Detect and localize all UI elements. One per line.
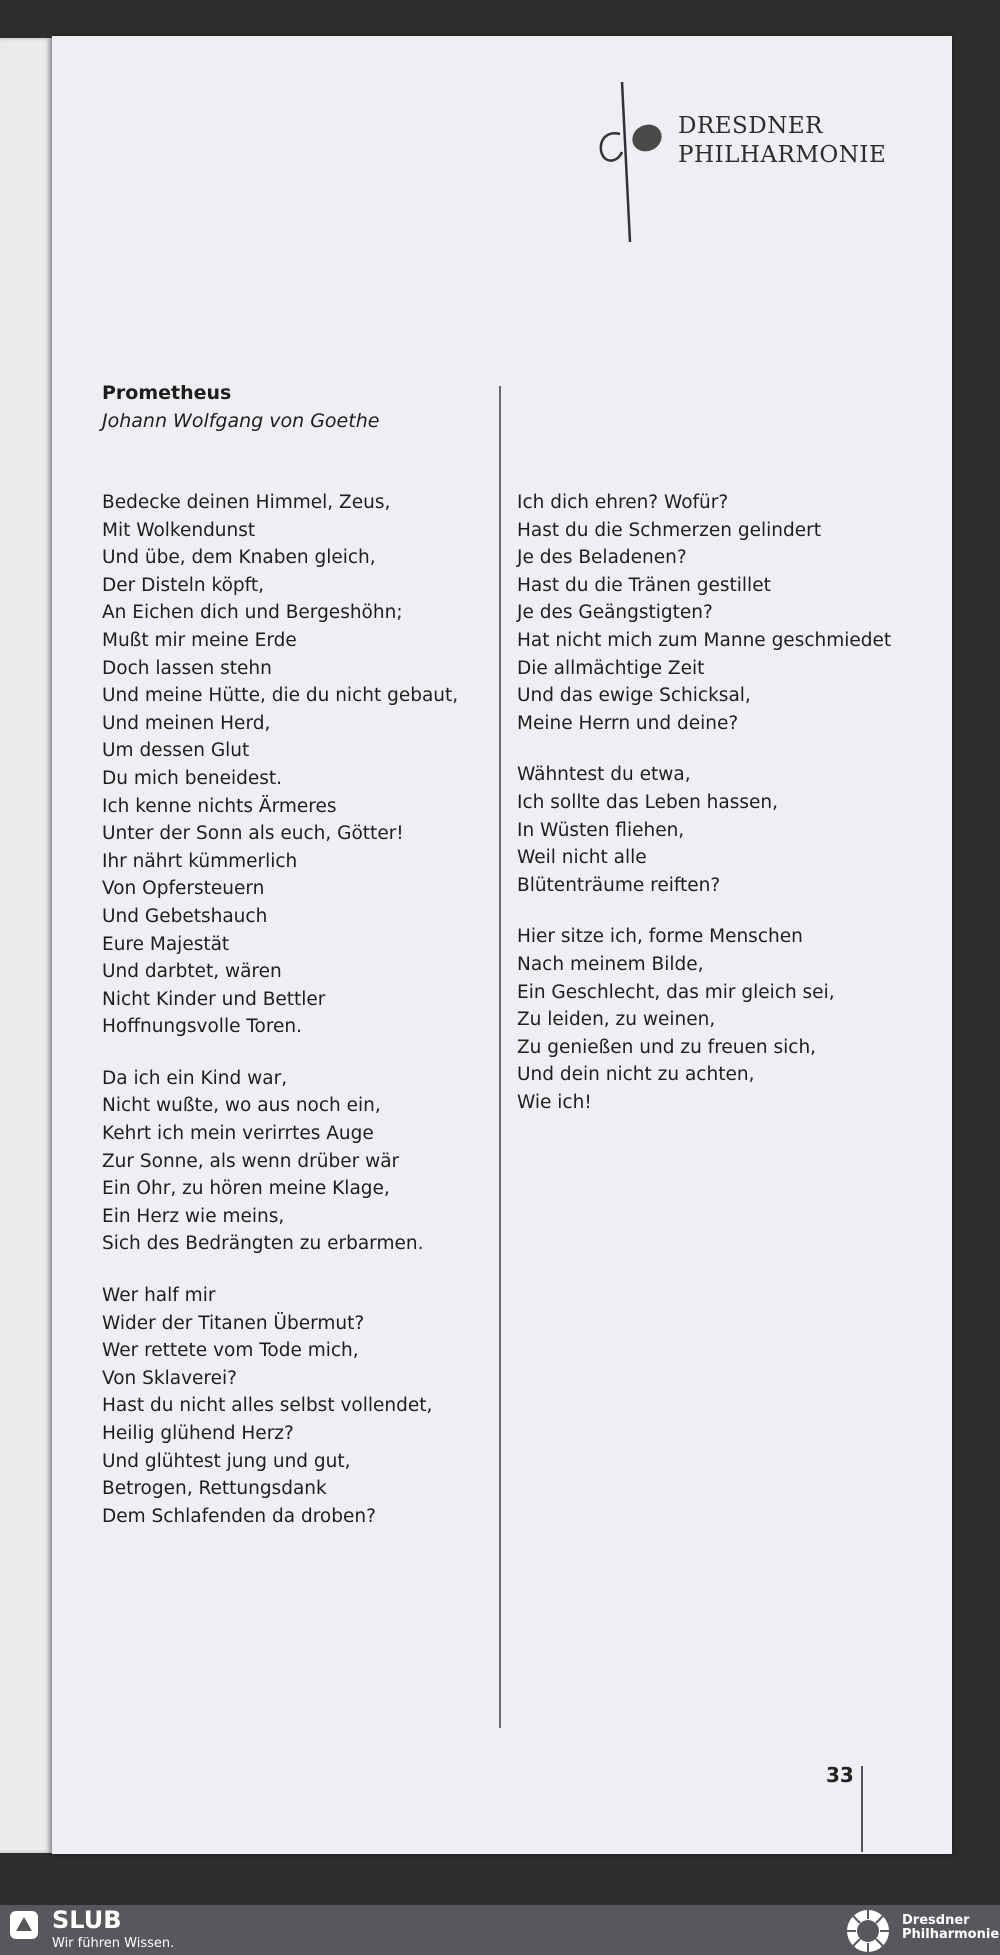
poem-line: Bedecke deinen Himmel, Zeus, [102, 492, 391, 513]
poem-line: Zu leiden, zu weinen, [517, 1009, 716, 1031]
partner-logo-icon [842, 1907, 894, 1955]
poem-line: Wie ich! [517, 1091, 592, 1113]
poem-line: Mußt mir meine Erde [102, 629, 297, 651]
poem-line: Und glühtest jung und gut, [102, 1450, 351, 1472]
poem-stanza [517, 489, 891, 737]
partner-wordmark [902, 1914, 999, 1942]
poem-line: Weil nicht alle [517, 847, 647, 869]
poem-line: An Eichen dich und Bergeshöhn; [102, 602, 403, 624]
poem-line: Ein Herz wie meins, [102, 1205, 285, 1227]
poem-line: Der Disteln köpft, [102, 574, 264, 596]
poem-line: Eure Majestät [102, 933, 230, 955]
poem-stanza [102, 1065, 458, 1258]
page-number: 33 [826, 1763, 854, 1787]
partner-line-1: Dresdner [902, 1913, 970, 1928]
facing-page-edge [0, 38, 52, 1853]
poem-line: In Wüsten fliehen, [517, 819, 685, 841]
poem-stanza [102, 1282, 458, 1530]
poem-line: Hoffnungsvolle Toren. [102, 1016, 303, 1038]
poem-line: Und Gebetshauch [102, 905, 268, 927]
poem-line: Hast du die Tränen gestillet [517, 574, 771, 596]
poem-left-column [102, 489, 458, 1554]
poem-line: Wider der Titanen Übermut? [102, 1312, 365, 1334]
poem-line: Kehrt ich mein verirrtes Auge [102, 1123, 374, 1145]
poem-line: Zur Sonne, als wenn drüber wär [102, 1150, 400, 1172]
slub-tagline: Wir führen Wissen. [52, 1936, 175, 1951]
poem-line: Um dessen Glut [102, 740, 250, 762]
poem-line: Und meinen Herd, [102, 712, 271, 734]
slub-logo-icon [10, 1911, 38, 1939]
poem-line: Und dein nicht zu achten, [517, 1064, 755, 1086]
poem-stanza [517, 761, 891, 899]
poem-line: Hast du die Schmerzen gelindert [517, 519, 821, 541]
poem-line: Dem Schlafenden da droben? [102, 1505, 376, 1527]
poem-right-column [517, 489, 891, 1140]
poem-line: Hat nicht mich zum Manne geschmiedet [517, 629, 892, 651]
poem-line: Von Opfersteuern [102, 878, 265, 900]
poem-line: Und darbtet, wären [102, 961, 282, 983]
partner-line-2: Philharmonie [902, 1927, 1000, 1942]
poem-line: Und das ewige Schicksal, [517, 685, 751, 707]
poem-line: Ich sollte das Leben hassen, [517, 791, 779, 813]
poem-line: Doch lassen stehn [102, 657, 272, 679]
poem-stanza [517, 923, 891, 1116]
poem-line: Hast du nicht alles selbst vollendet, [102, 1395, 433, 1417]
poem-line: Die allmächtige Zeit [517, 657, 705, 679]
logo-line-1: DRESDNER [678, 113, 823, 139]
logo-wordmark [678, 112, 886, 170]
poem-line: Und meine Hütte, die du nicht gebaut, [102, 685, 459, 707]
poem-line: Ein Geschlecht, das mir gleich sei, [517, 981, 835, 1003]
poem-line: Zu genießen und zu freuen sich, [517, 1036, 817, 1058]
poem-line: Ich dich ehren? Wofür? [517, 492, 729, 513]
poem-line: Je des Geängstigten? [517, 602, 713, 624]
poem-author: Johann Wolfgang von Goethe [102, 410, 380, 432]
logo-line-2: PHILHARMONIE [678, 142, 887, 168]
poem-line: Heilig glühend Herz? [102, 1423, 294, 1444]
poem-line: Sich des Bedrängten zu erbarmen. [102, 1233, 424, 1255]
poem-line: Je des Beladenen? [517, 547, 687, 569]
poem-line: Ihr nährt kümmerlich [102, 850, 298, 872]
poem-stanza [102, 489, 458, 1041]
poem-line: Hier sitze ich, forme Menschen [517, 926, 803, 948]
poem-title: Prometheus [102, 382, 232, 404]
slub-name: SLUB [52, 1906, 122, 1934]
poem-line: Ein Ohr, zu hören meine Klage, [102, 1178, 390, 1200]
poem-line: Meine Herrn und deine? [517, 712, 739, 734]
page-number-rule [861, 1766, 863, 1852]
poem-line: Nicht wußte, wo aus noch ein, [102, 1095, 381, 1117]
poem-line: Und übe, dem Knaben gleich, [102, 547, 376, 569]
poem-line: Nicht Kinder und Bettler [102, 988, 326, 1010]
poem-line: Ich kenne nichts Ärmeres [102, 795, 337, 817]
poem-line: Blütenträume reiften? [517, 874, 721, 896]
poem-line: Wähntest du etwa, [517, 764, 691, 786]
poem-line: Da ich ein Kind war, [102, 1067, 288, 1089]
poem-line: Nach meinem Bilde, [517, 953, 704, 975]
poem-line: Betrogen, Rettungsdank [102, 1478, 327, 1500]
poem-line: Wer half mir [102, 1285, 216, 1307]
poem-line: Wer rettete vom Tode mich, [102, 1340, 359, 1362]
poem-line: Von Sklaverei? [102, 1367, 237, 1389]
poem-line: Unter der Sonn als euch, Götter! [102, 823, 404, 845]
poem-line: Du mich beneidest. [102, 767, 283, 789]
column-divider [499, 386, 501, 1728]
poem-line: Mit Wolkendunst [102, 519, 256, 541]
